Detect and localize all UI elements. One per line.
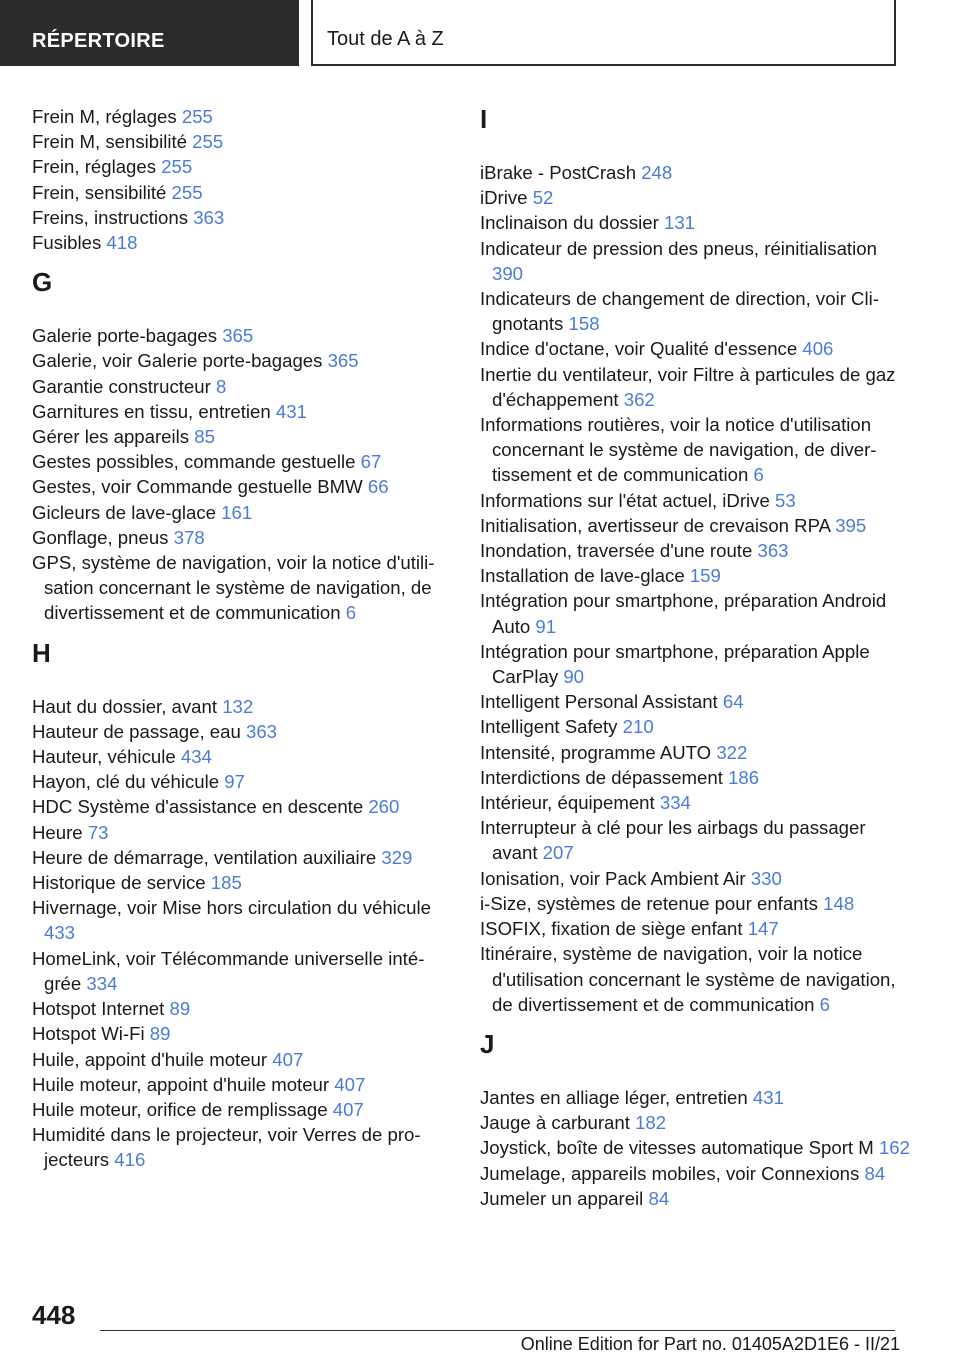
index-entry-text: Historique de service — [32, 872, 206, 894]
page-header — [0, 0, 960, 66]
index-entry-text: Jumelage, appareils mobiles, voir Connexions — [480, 1162, 860, 1184]
index-entry — [480, 891, 910, 916]
page-link[interactable]: 132 — [222, 695, 254, 717]
index-entry — [480, 236, 910, 286]
index-entry-text: Intensité, programme AUTO — [480, 741, 712, 763]
page-link[interactable]: 255 — [171, 181, 203, 203]
chapter-title: Tout de A à Z — [311, 0, 896, 66]
page-link[interactable]: 406 — [802, 338, 834, 360]
index-entry — [32, 769, 452, 794]
page-link[interactable]: 64 — [722, 691, 744, 713]
index-entry-text: Hayon, clé du véhicule — [32, 771, 220, 793]
section-tab: RÉPERTOIRE — [0, 0, 299, 66]
index-entry-text: Inertie du ventilateur, voir Filtre à particules de gaz d'échappement — [480, 363, 896, 410]
page-link[interactable]: 334 — [659, 792, 691, 814]
index-entry — [480, 916, 910, 941]
index-entry-text: Humidité dans le projecteur, voir Verres de projecteurs — [32, 1124, 421, 1171]
page-link[interactable]: 89 — [149, 1023, 171, 1045]
index-entry — [480, 563, 910, 588]
index-entry-text: Heure de démarrage, ventilation auxiliaire — [32, 846, 377, 868]
page-link[interactable]: 52 — [532, 187, 554, 209]
index-entry-text: Interrupteur à clé pour les airbags du passager avant — [480, 817, 866, 864]
index-entry-text: Indicateurs de changement de direction, voir Clignotants — [480, 288, 879, 335]
index-entry — [32, 719, 452, 744]
index-entry — [480, 866, 910, 891]
index-entry — [32, 180, 452, 205]
page-link[interactable]: 248 — [641, 162, 673, 183]
footer-edition: Online Edition for Part no. 01405A2D1E6 - II/21 — [520, 1334, 900, 1354]
page-link[interactable]: 431 — [275, 400, 307, 422]
page-link[interactable]: 90 — [563, 666, 584, 688]
index-entry-text: Jauge à carburant — [480, 1112, 630, 1134]
index-entry-text: Galerie, voir Galerie porte-bagages — [32, 350, 323, 372]
page-link[interactable]: 73 — [87, 821, 109, 843]
index-entry-text: Frein, sensibilité — [32, 181, 167, 203]
page-link[interactable]: 390 — [492, 262, 524, 284]
index-entry — [32, 1097, 452, 1122]
index-entry-text: Gestes possibles, commande gestuelle — [32, 451, 356, 473]
page-link[interactable]: 210 — [622, 716, 654, 738]
page-link[interactable]: 148 — [823, 892, 855, 914]
page-link[interactable]: 85 — [194, 426, 215, 448]
page-link[interactable]: 322 — [716, 741, 748, 763]
index-entry-text: Initialisation, avertisseur de crevaison RPA — [480, 514, 831, 536]
index-entry-text: Hotspot Internet — [32, 998, 165, 1020]
index-entry — [32, 1122, 452, 1172]
index-entry — [32, 870, 452, 895]
page-link[interactable]: 329 — [381, 846, 413, 868]
index-entry-text: Garantie constructeur — [32, 375, 211, 397]
page-link[interactable]: 186 — [728, 766, 760, 788]
index-entry-text: Inclinaison du dossier — [480, 212, 659, 234]
index-entry — [32, 744, 452, 769]
page-link[interactable]: 363 — [246, 720, 278, 742]
page-link[interactable]: 8 — [215, 375, 227, 397]
index-column-right — [480, 104, 910, 1211]
index-entry — [480, 210, 910, 235]
index-entry — [480, 160, 910, 185]
index-entry-text: Haut du dossier, avant — [32, 695, 218, 717]
index-letter-heading: J — [480, 1028, 495, 1059]
index-entry — [480, 513, 910, 538]
index-entry-text: Galerie porte-bagages — [32, 325, 218, 347]
page-link[interactable]: 433 — [44, 922, 76, 944]
index-entry — [32, 323, 452, 348]
index-entry — [480, 639, 910, 689]
page-link[interactable]: 255 — [161, 156, 193, 178]
index-entry — [480, 588, 910, 638]
index-entry-text: HomeLink, voir Télécommande universelle intégrée — [32, 947, 425, 994]
index-entry-text: Itinéraire, système de navigation, voir la notice d'utilisation concernant le système de navigation, de divertissement et de communication — [480, 943, 896, 1015]
index-entry — [32, 1072, 452, 1097]
index-entry — [32, 525, 452, 550]
index-entry — [32, 129, 452, 154]
index-entry — [480, 941, 910, 1017]
page-link[interactable]: 97 — [224, 771, 245, 793]
page-link[interactable]: 147 — [747, 918, 779, 940]
index-entry-text: Jumeler un appareil — [480, 1187, 644, 1209]
index-entry-text: Intégration pour smartphone, préparation Android Auto — [480, 590, 887, 637]
index-entry-text: Informations sur l'état actuel, iDrive — [480, 489, 770, 511]
index-entry — [480, 790, 910, 815]
index-entry — [480, 362, 910, 412]
index-entry-text: Gicleurs de lave-glace — [32, 501, 216, 523]
index-entry — [32, 205, 452, 230]
index-entry-text: Ionisation, voir Pack Ambient Air — [480, 867, 746, 889]
index-entry-text: Jantes en alliage léger, entretien — [480, 1086, 748, 1108]
index-entry — [32, 946, 452, 996]
page-link[interactable]: 89 — [169, 998, 191, 1020]
index-entry-text: GPS, système de navigation, voir la notice d'utilisation concernant le système de navigation, de divertissement et de communication — [32, 552, 435, 624]
footer-divider — [100, 1330, 895, 1331]
page-link[interactable]: 416 — [114, 1149, 146, 1171]
index-entry-text: Informations routières, voir la notice d'utilisation concernant le système de navigation, de divertissement et de communication — [480, 414, 877, 486]
page-link[interactable]: 207 — [542, 842, 574, 864]
index-entry-text: i-Size, systèmes de retenue pour enfants — [480, 892, 818, 914]
page-link[interactable]: 158 — [568, 313, 600, 335]
page-link[interactable]: 6 — [753, 464, 764, 486]
page-link[interactable]: 84 — [648, 1187, 670, 1209]
page-link[interactable]: 363 — [193, 206, 225, 228]
index-entry — [32, 996, 452, 1021]
index-entry-text: Frein M, réglages — [32, 106, 177, 127]
page-number: 448 — [32, 1300, 76, 1330]
index-letter-heading: G — [32, 267, 53, 298]
index-entry — [32, 104, 452, 129]
page-link[interactable]: 330 — [750, 867, 782, 889]
index-entry-text: Indice d'octane, voir Qualité d'essence — [480, 338, 798, 360]
index-entry-text: ISOFIX, fixation de siège enfant — [480, 918, 743, 940]
index-entry-text: HDC Système d'assistance en descente — [32, 796, 364, 818]
page-link[interactable]: 131 — [663, 212, 696, 234]
page-link[interactable]: 159 — [689, 565, 721, 587]
page-link[interactable]: 84 — [864, 1162, 886, 1184]
index-entry-text: Intelligent Safety — [480, 716, 618, 738]
index-entry — [480, 185, 910, 210]
index-letter-heading: I — [480, 104, 488, 134]
index-entry-text: Joystick, boîte de vitesses automatique Sport M — [480, 1137, 874, 1159]
page-link[interactable]: 365 — [327, 350, 359, 372]
page-link[interactable]: 418 — [106, 232, 138, 254]
page-link[interactable]: 431 — [752, 1086, 784, 1108]
index-entry-text: Frein, réglages — [32, 156, 157, 178]
index-entry-text: Interdictions de dépassement — [480, 766, 723, 788]
index-entry-text: Garnitures en tissu, entretien — [32, 400, 271, 422]
index-entry-text: Intégration pour smartphone, préparation Apple CarPlay — [480, 640, 870, 688]
page-link[interactable]: 161 — [221, 501, 253, 523]
page-link[interactable]: 395 — [835, 514, 867, 536]
index-entry-text: Gonflage, pneus — [32, 526, 169, 548]
page-link[interactable]: 6 — [819, 993, 830, 1015]
page-link[interactable]: 67 — [360, 451, 382, 473]
page-link[interactable]: 363 — [757, 540, 789, 562]
index-entry — [480, 538, 910, 563]
page-link[interactable]: 407 — [332, 1098, 364, 1120]
index-entry — [32, 694, 452, 719]
page-link[interactable]: 185 — [210, 872, 242, 894]
page-link[interactable]: 378 — [173, 526, 205, 548]
index-entry-text: Fusibles — [32, 232, 102, 254]
index-entry-text: Inondation, traversée d'une route — [480, 540, 753, 562]
page-link[interactable]: 260 — [368, 796, 400, 818]
index-entry — [480, 1135, 910, 1160]
index-entry-text: Hotspot Wi-Fi — [32, 1023, 145, 1045]
index-letter-heading: H — [32, 637, 51, 668]
index-entry-text: iDrive — [480, 187, 528, 209]
index-entry-text: Frein M, sensibilité — [32, 131, 187, 153]
index-entry — [480, 689, 910, 714]
page-link[interactable]: 434 — [180, 746, 212, 768]
index-entry — [480, 336, 910, 361]
index-entry — [32, 399, 452, 424]
page-link[interactable]: 407 — [334, 1073, 366, 1095]
page-link[interactable]: 362 — [623, 388, 655, 410]
index-entry-text: Intérieur, équipement — [480, 792, 655, 814]
index-entry — [480, 740, 910, 765]
index-entry — [480, 815, 910, 865]
page-link[interactable]: 255 — [181, 106, 213, 127]
page-link[interactable]: 91 — [535, 615, 557, 637]
index-entry-text: Hauteur, véhicule — [32, 746, 176, 768]
index-entry — [480, 412, 910, 488]
index-entry-text: Hauteur de passage, eau — [32, 720, 241, 742]
index-entry — [480, 1161, 910, 1186]
index-entry-text: Indicateur de pression des pneus, réinitialisation — [480, 237, 877, 259]
index-entry — [32, 230, 452, 255]
page-link[interactable]: 162 — [878, 1137, 910, 1159]
index-entry — [32, 474, 452, 499]
index-entry — [480, 714, 910, 739]
index-entry — [480, 286, 910, 336]
page-link[interactable]: 255 — [192, 131, 224, 153]
index-entry — [32, 449, 452, 474]
index-entry — [32, 424, 452, 449]
index-entry-text: Huile moteur, orifice de remplissage — [32, 1098, 328, 1120]
index-entry — [32, 1047, 452, 1072]
index-entry-text: Huile, appoint d'huile moteur — [32, 1048, 268, 1070]
index-column-left — [32, 104, 452, 1173]
page-link[interactable]: 334 — [86, 972, 118, 994]
index-entry — [32, 794, 452, 819]
index-entry — [32, 374, 452, 399]
index-entry-text: Huile moteur, appoint d'huile moteur — [32, 1073, 330, 1095]
index-entry-text: Freins, instructions — [32, 206, 189, 228]
index-entry — [32, 895, 452, 945]
index-entry — [480, 1110, 910, 1135]
index-entry-text: Gestes, voir Commande gestuelle BMW — [32, 476, 363, 498]
index-entry — [32, 154, 452, 179]
index-entry — [480, 488, 910, 513]
index-entry-text: Intelligent Personal Assistant — [480, 691, 718, 713]
index-entry — [32, 820, 452, 845]
index-entry — [32, 348, 452, 373]
page-link[interactable]: 6 — [345, 602, 357, 624]
index-entry — [480, 1085, 910, 1110]
index-entry-text: Hivernage, voir Mise hors circulation du véhicule — [32, 897, 431, 919]
page-link[interactable]: 53 — [774, 489, 796, 511]
index-entry-text: Gérer les appareils — [32, 426, 190, 448]
page-link[interactable]: 407 — [272, 1048, 304, 1070]
index-entry — [32, 500, 452, 525]
page-link[interactable]: 66 — [367, 476, 389, 498]
index-entry — [480, 765, 910, 790]
index-entry-text: Heure — [32, 821, 83, 843]
index-entry-text: iBrake - PostCrash — [480, 162, 637, 183]
index-entry — [32, 845, 452, 870]
page-link[interactable]: 182 — [635, 1112, 667, 1134]
index-entry-text: Installation de lave-glace — [480, 565, 685, 587]
index-entry — [32, 1021, 452, 1046]
page-link[interactable]: 365 — [222, 325, 254, 347]
index-entry — [480, 1186, 910, 1211]
index-entry — [32, 550, 452, 626]
